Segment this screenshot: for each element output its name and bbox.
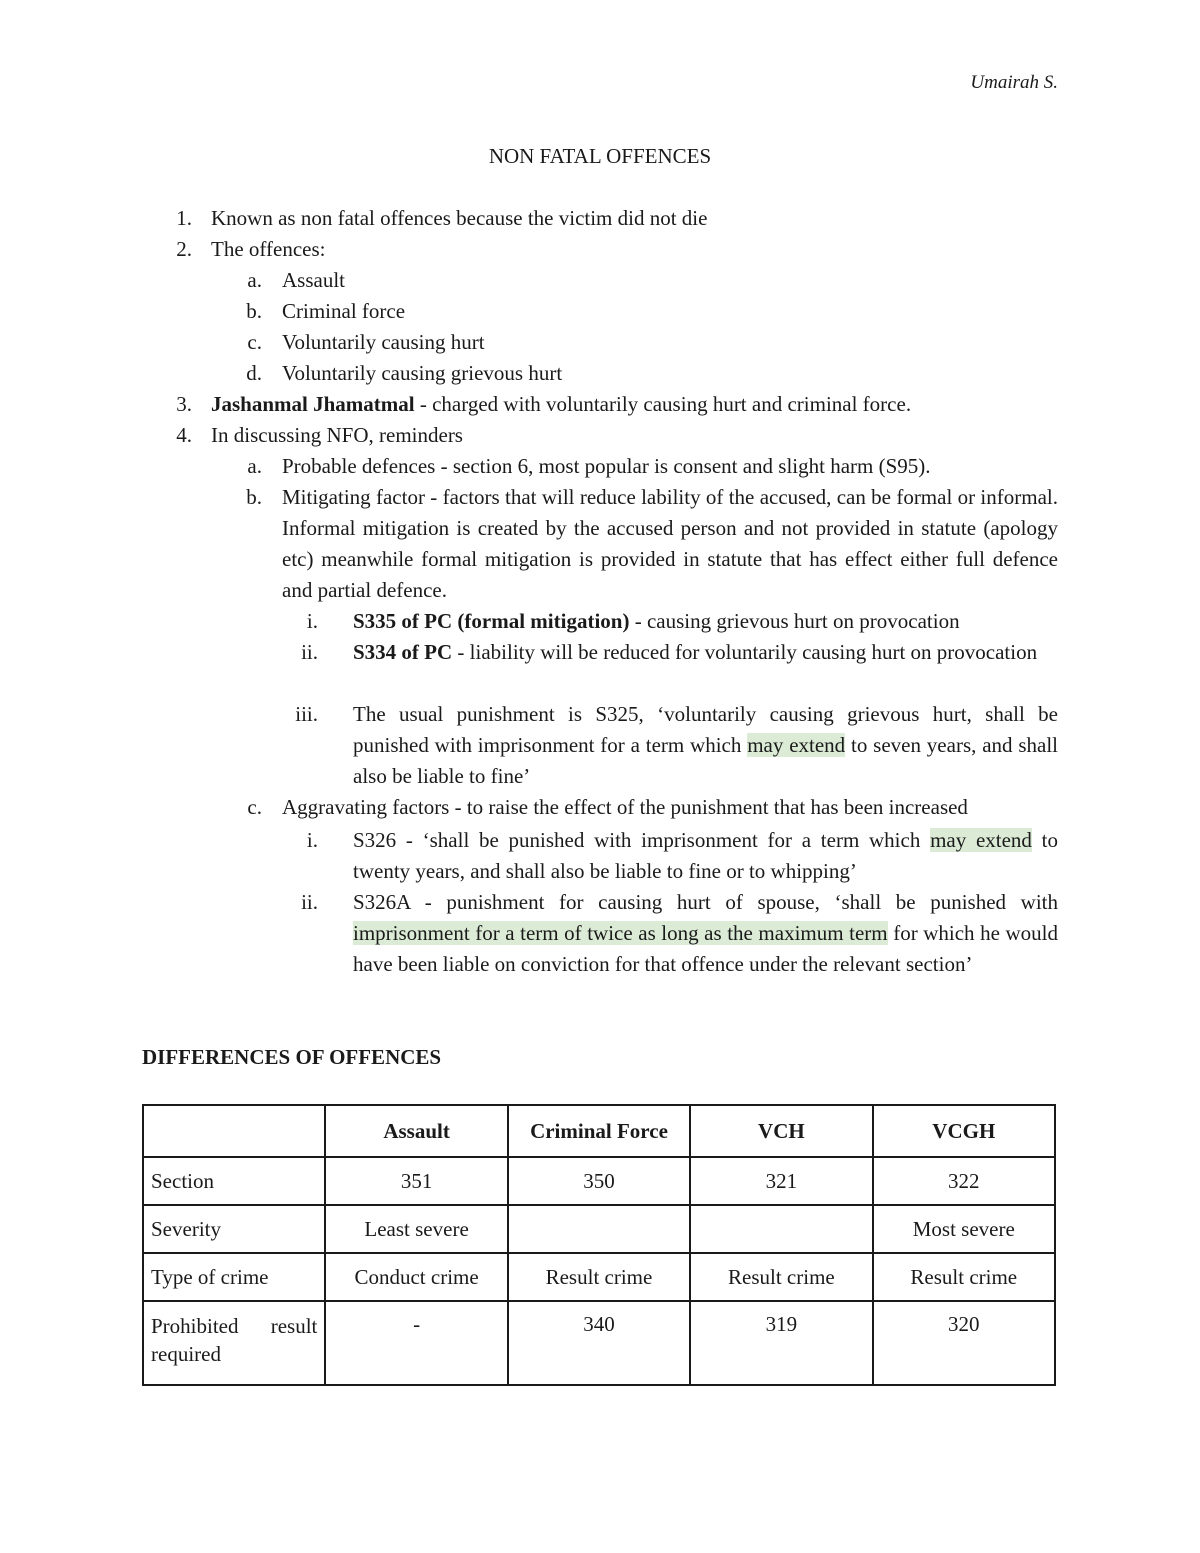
row-label [143, 1301, 325, 1385]
roman-numeral: iii. [295, 702, 318, 726]
table-cell: Most severe [873, 1205, 1055, 1253]
table-cell: 340 [508, 1301, 690, 1385]
quote-text: for which he would have been liable on conviction for that offence under the relevant section’ [353, 921, 1058, 976]
list-number: 3. [176, 392, 192, 416]
quote-text: The usual punishment is S325, ‘voluntarily causing grievous hurt, shall be punished with imprisonment for a term which [353, 702, 1058, 757]
author-name: Umairah S. [970, 72, 1058, 93]
highlighted-text: may extend [930, 828, 1032, 852]
sublist-letter: c. [247, 330, 262, 354]
highlighted-text: may extend [747, 733, 846, 757]
sublist-item-text: Voluntarily causing hurt [282, 330, 485, 354]
roman-item-text [353, 637, 1058, 668]
sublist-letter: c. [247, 795, 262, 819]
list-number: 4. [176, 423, 192, 447]
table-cell: Result crime [873, 1253, 1055, 1301]
quote-text: to twenty years, and shall also be liable to fine or to whipping’ [353, 828, 1058, 883]
sublist-item-text: Mitigating factor - factors that will reduce lability of the accused, can be formal or informal. Informal mitigation is created by the accused person and not provided in statute (apology etc) meanwhile formal mitigation is provided in statute that has effect either full defence and partial defence. [282, 485, 1058, 602]
roman-numeral: i. [306, 828, 318, 852]
roman-numeral: ii. [301, 890, 318, 914]
sublist-item-text: Aggravating factors - to raise the effect of the punishment that has been increased [282, 795, 968, 819]
table-cell [508, 1205, 690, 1253]
case-description: - charged with voluntarily causing hurt and criminal force. [414, 392, 912, 416]
section-reference: S334 of PC [353, 640, 453, 664]
section-heading: DIFFERENCES OF OFFENCES [142, 1045, 442, 1069]
sublist-letter: a. [247, 268, 262, 292]
roman-item-description: - causing grievous hurt on provocation [629, 609, 960, 633]
roman-numeral: ii. [301, 640, 318, 664]
table-header-cell: Assault [325, 1105, 507, 1157]
table-header-cell [143, 1105, 325, 1157]
table-cell: 321 [690, 1157, 872, 1205]
sublist-item-text: Assault [282, 268, 345, 292]
table-cell: 350 [508, 1157, 690, 1205]
table-header-row [143, 1105, 1055, 1157]
table-header-cell: VCH [690, 1105, 872, 1157]
roman-item-description: - liability will be reduced for voluntarily causing hurt on provocation [452, 640, 1038, 664]
table-header-cell: VCGH [873, 1105, 1055, 1157]
roman-numeral: i. [306, 609, 318, 633]
list-item-text: The offences: [211, 237, 326, 261]
row-label-text: Prohibited result required [151, 1314, 318, 1366]
table-header-cell: Criminal Force [508, 1105, 690, 1157]
differences-table [142, 1104, 1056, 1386]
highlighted-text: imprisonment for a term of twice as long as the maximum term [353, 921, 888, 945]
sublist-letter: b. [246, 299, 262, 323]
table-row [143, 1301, 1055, 1385]
sublist-letter: b. [246, 485, 262, 509]
quote-text: to seven years, and shall also be liable to fine’ [353, 733, 1058, 788]
quote-text: S326A - punishment for causing hurt of spouse, ‘shall be punished with [353, 890, 1058, 914]
sublist-item-text: Probable defences - section 6, most popular is consent and slight harm (S95). [282, 454, 931, 478]
table-cell: Result crime [690, 1253, 872, 1301]
roman-item-text [353, 887, 1058, 980]
table-cell: - [325, 1301, 507, 1385]
table-cell: 351 [325, 1157, 507, 1205]
case-name: Jashanmal Jhamatmal [211, 392, 415, 416]
row-label: Type of crime [143, 1253, 325, 1301]
table-cell: 322 [873, 1157, 1055, 1205]
table-row [143, 1253, 1055, 1301]
list-number: 2. [176, 237, 192, 261]
row-label: Section [143, 1157, 325, 1205]
row-label: Severity [143, 1205, 325, 1253]
table-cell: Conduct crime [325, 1253, 507, 1301]
table-row [143, 1157, 1055, 1205]
table-cell: Result crime [508, 1253, 690, 1301]
table-cell: 319 [690, 1301, 872, 1385]
sublist-letter: a. [247, 454, 262, 478]
sublist-letter: d. [246, 361, 262, 385]
table-cell: 320 [873, 1301, 1055, 1385]
table-cell [690, 1205, 872, 1253]
table-row [143, 1205, 1055, 1253]
list-item-text: In discussing NFO, reminders [211, 423, 463, 447]
sublist-item-text: Voluntarily causing grievous hurt [282, 361, 563, 385]
roman-item-text [353, 699, 1058, 792]
roman-item-text [353, 825, 1058, 887]
page-title: NON FATAL OFFENCES [488, 144, 712, 168]
quote-text: S326 - ‘shall be punished with imprisonment for a term which [353, 828, 931, 852]
list-item-text: Known as non fatal offences because the victim did not die [211, 206, 708, 230]
roman-item-text [353, 606, 960, 637]
table-cell: Least severe [325, 1205, 507, 1253]
section-reference: S335 of PC (formal mitigation) [353, 609, 630, 633]
list-item-text [211, 389, 911, 420]
list-number: 1. [176, 206, 192, 230]
sublist-item-text: Criminal force [282, 299, 406, 323]
